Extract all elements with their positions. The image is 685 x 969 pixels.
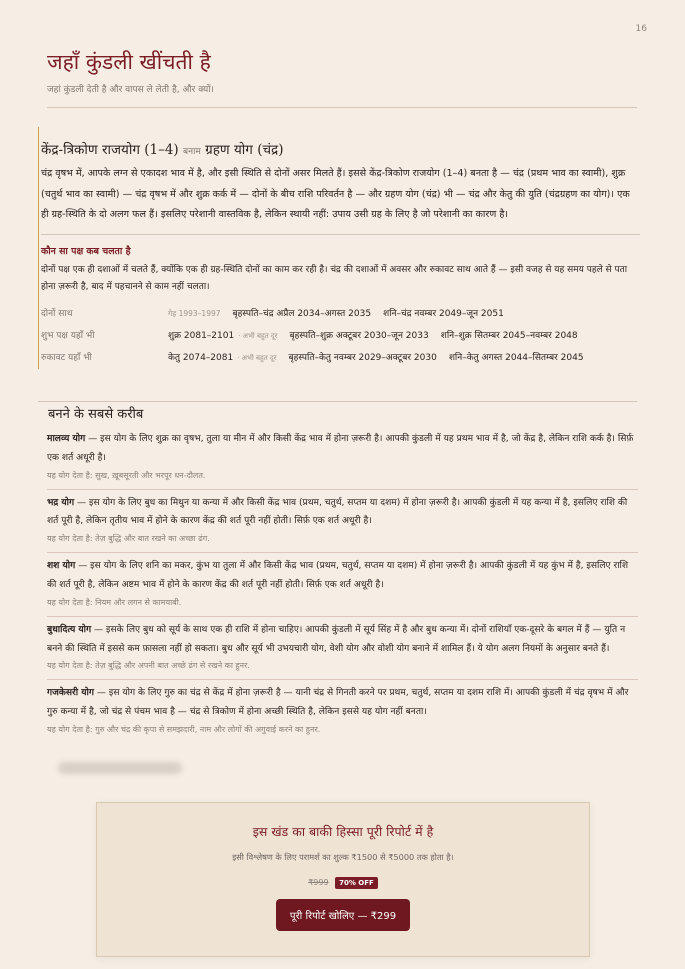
dasha-range: गेह 1993–1997 [168,308,221,318]
yoga-text [47,621,638,659]
yoga-item [47,617,638,681]
yoga-text [47,684,638,722]
yoga-description: — इस योग के लिए बुध का मिथुन या कन्या में और किसी केंद्र भाव (प्रथम, चतुर्थ, सप्तम या दशम) में होना ज़रूरी है। आपकी कुंडली में यह कन्या में है, इसलिए राशि की शर्त पूरी है, लेकिन तृतीय भाव में होने के कारण केंद्र की शर्त पूरी नहीं होती। सिर्फ़ एक शर्त अधूरी है। [47,497,628,527]
yoga-gives: यह योग देता है: सुख, ख़ूबसूरती और भरपूर धन-दौलत. [47,470,206,480]
divider [38,401,637,402]
dasha-table [41,303,640,369]
timing-paragraph: दोनों पक्ष एक ही दशाओं में चलते हैं, क्योंकि एक ही ग्रह-स्थिति दोनों का काम कर रही है। चंद्र की दशाओं में अवसर और रुकावट साथ आते हैं — इसी वजह से यह समय पहले से पता होना ज़रूरी है, बाद में पहचानने से काम नहीं चलता। [41,264,628,292]
dasha-note: · अभी बहुत दूर [237,353,277,362]
yoga-name: शश योग [47,561,76,572]
yoga-text [47,430,638,468]
pricing [97,877,589,889]
yoga-gives: यह योग देता है: गुरु और चंद्र की कृपा से समझदारी, नाम और लोगों की अगुवाई करने का हुनर. [47,724,321,734]
yoga-description: — इस योग के लिए गुरु का चंद्र से केंद्र में होना ज़रूरी है — यानी चंद्र से गिनती करने पर प्रथम, चतुर्थ, सप्तम या दशम राशि में। आपकी कुंडली में चंद्र वृषभ में और गुरु कन्या में है, जो चंद्र से पंचम भाव है — चंद्र से त्रिकोण में होना अच्छी स्थिति है, लेकिन इससे यह योग नहीं बनता। [47,688,629,718]
dasha-period: बृहस्पति–केतु नवम्बर 2029–अक्टूबर 2030 [288,352,437,363]
near-yogas-title: बनने के सबसे करीब [48,407,144,422]
yoga-description: — इसके लिए बुध को सूर्य के साथ एक ही राशि में होना चाहिए। आपकी कुंडली में सूर्य सिंह में है और बुध कन्या में। दोनों राशियाँ एक-दूसरे के बगल में हैं — युति न बनने की स्थिति में इससे कम फ़ासला नहीं हो सकता। बुध और सूर्य भी उभयचारी योग, वेशी योग और वोशी योग बनाने में शामिल हैं। ये योग अलग नियमों के अनुसार बनते हैं। [47,624,626,654]
timing-subheading: कौन सा पक्ष कब चलता है [41,245,131,257]
dasha-period: शनि–केतु अगस्त 2044–सितम्बर 2045 [448,352,584,363]
yoga-name: गजकेसरी योग [47,688,94,699]
yoga-text [47,494,638,532]
divider [47,107,637,108]
yoga-name: भद्र योग [47,497,75,508]
paywall-description: इसी विश्लेषण के लिए परामर्श का शुल्क ₹1500 से ₹5000 तक होता है। [232,852,454,862]
dasha-row [41,325,640,347]
section-paragraph: चंद्र वृषभ में, आपके लग्न से एकादश भाव में है, और इसी स्थिति से दोनों असर मिलते हैं। इससे केंद्र-त्रिकोण राजयोग (1–4) बनता है — चंद्र (प्रथम भाव का स्वामी), शुक्र (चतुर्थ भाव का स्वामी) — चंद्र वृषभ में और शुक्र कर्क में — दोनों के बीच राशि परिवर्तन है — और ग्रहण योग (चंद्र) भी — चंद्र और केतु की युति (चंद्रग्रहण का योग)। एक ही ग्रह-स्थिति के दो अलग फल हैं। इसलिए परेशानी वास्तविक है, लेकिन स्थायी नहीं: उपाय उसी ग्रह के लिए है जो परेशानी का कारण है। [41,168,630,220]
section-title-right: ग्रहण योग (चंद्र) [205,142,284,158]
yoga-text [47,557,638,595]
dasha-note: · अभी बहुत दूर [238,331,278,340]
old-price: ₹999 [308,877,329,887]
yoga-item [47,553,638,617]
dasha-period: बृहस्पति–शुक्र अक्टूबर 2030–जून 2033 [289,330,429,341]
dasha-range: शुक्र 2081–2101 [168,330,235,341]
divider [41,234,640,235]
paywall-title: इस खंड का बाकी हिस्सा पूरी रिपोर्ट में है [252,824,434,839]
yoga-description: — इस योग के लिए शुक्र का वृषभ, तुला या मीन में और किसी केंद्र भाव में होना ज़रूरी है। आपकी कुंडली में यह प्रथम भाव में है, जो केंद्र है, लेकिन राशि कर्क है। सिर्फ़ एक शर्त अधूरी है। [47,434,634,463]
yoga-item [47,490,638,554]
dasha-period: बृहस्पति–चंद्र अप्रैल 2034–अगस्त 2035 [232,308,372,319]
yoga-comparison-section [38,127,640,369]
dasha-period: शनि–चंद्र नवम्बर 2049–जून 2051 [383,308,504,319]
chapter-title: जहाँ कुंडली खींचती है [47,50,211,74]
section-title [41,140,640,158]
dasha-range: केतु 2074–2081 [168,352,234,363]
section-title-vs: बनाम [182,147,201,157]
chapter-subtitle: जहां कुंडली देती है और वापस ले लेती है, और क्यों। [47,85,214,95]
yoga-name: मालव्य योग [47,434,86,444]
yoga-gives: यह योग देता है: तेज़ बुद्धि और अपनी बात अच्छे ढंग से रखने का हुनर. [47,661,250,671]
paywall-card [96,802,590,957]
page-number: 16 [635,24,647,34]
dasha-row [41,303,640,325]
section-title-left: केंद्र-त्रिकोण राजयोग (1–4) [41,142,179,158]
yoga-gives: यह योग देता है: तेज़ बुद्धि और बात रखने का अच्छा ढंग. [47,534,210,544]
yoga-name: बुधादित्य योग [47,624,92,635]
dasha-label: रुकावट यहाँ भी [41,352,92,363]
yoga-item [47,426,638,490]
chapter-header [47,48,214,95]
dasha-row [41,347,640,369]
dasha-label: शुभ पक्ष यहाँ भी [41,330,95,341]
dasha-label: दोनों साथ [41,308,73,319]
unlock-report-button[interactable]: पूरी रिपोर्ट खोलिए — ₹299 [276,899,410,931]
dasha-period: शनि–शुक्र सितम्बर 2045–नवम्बर 2048 [440,330,578,341]
near-yogas-list [47,426,638,743]
yoga-item [47,680,638,743]
discount-badge: 70% OFF [335,877,378,889]
yoga-gives: यह योग देता है: नियम और लगन से कामयाबी. [47,597,182,607]
blurred-content [58,762,182,774]
yoga-description: — इस योग के लिए शनि का मकर, कुंभ या तुला में और किसी केंद्र भाव (प्रथम, चतुर्थ, सप्तम या दशम) में होना ज़रूरी है। आपकी कुंडली में यह कुंभ में है, इसलिए राशि की शर्त पूरी है, लेकिन अष्टम भाव में होने के कारण केंद्र की शर्त पूरी नहीं होती। सिर्फ़ एक शर्त अधूरी है। [47,561,629,590]
